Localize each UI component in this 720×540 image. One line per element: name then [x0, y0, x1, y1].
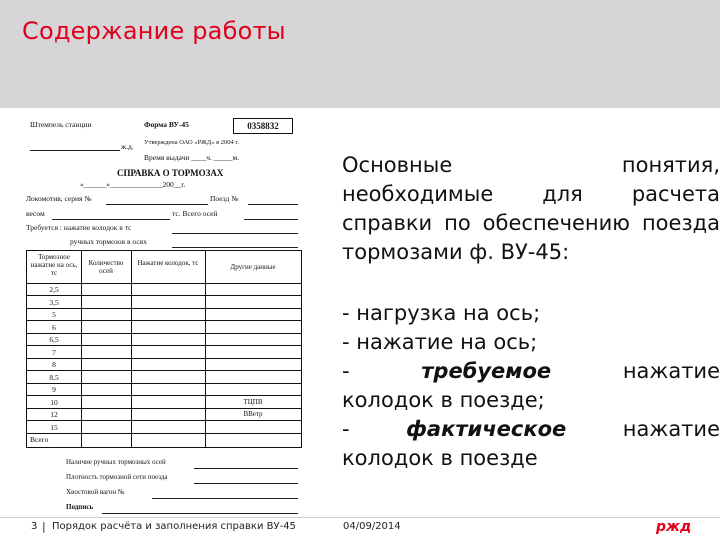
content-text [342, 151, 720, 473]
table-divider [131, 251, 132, 447]
table-header: Тормозное нажатие на ось, тс [30, 253, 78, 277]
table-divider [205, 251, 206, 447]
table-divider [81, 251, 82, 447]
table-rule [27, 408, 301, 409]
form-table [26, 250, 302, 448]
table-rule [27, 433, 301, 434]
form-footer-line: Плотность тормозной сети поезда [66, 473, 168, 481]
table-header: Количество осей [88, 259, 124, 275]
spacer [342, 267, 720, 299]
table-row-label: 7 [52, 348, 56, 357]
form-approved: Утверждена ОАО «РЖД» в 2004 г. [144, 139, 239, 146]
svg-text:ржд: ржд [656, 519, 692, 535]
form-footer-line: Хвостовой вагон № [66, 488, 125, 496]
table-rule [27, 358, 301, 359]
form-stamp: Штемпель станции [30, 120, 92, 129]
form-line [152, 498, 298, 499]
footer-date: 04/09/2014 [343, 521, 401, 532]
slide-title: Содержание работы [22, 17, 286, 45]
form-line [194, 468, 298, 469]
table-rule [27, 295, 301, 296]
form-loco-label: Локомотив, серия № [26, 194, 92, 203]
form-train-label: Поезд № [210, 194, 239, 203]
form-line [172, 233, 298, 234]
table-rule [27, 320, 301, 321]
table-rule [27, 283, 301, 284]
table-rule [27, 308, 301, 309]
table-row-label: 5 [52, 310, 56, 319]
table-rule [27, 345, 301, 346]
table-row-label: 10 [50, 398, 58, 407]
intro-paragraph: необходимые для расчета справки по обеспечению поезда тормозами ф. ВУ-45: [342, 182, 720, 264]
form-line [30, 150, 120, 151]
table-header: Нажатие колодок, тс [137, 259, 199, 267]
form-line [52, 219, 170, 220]
table-rule [27, 395, 301, 396]
form-footer-line: Подпись [66, 503, 94, 511]
table-row-label: 3,5 [49, 298, 59, 307]
form-station-suffix: ж.д. [121, 142, 134, 151]
rzd-logo-icon [654, 516, 694, 536]
list-item-axle-load: - нагрузка на ось; [342, 301, 541, 325]
form-line [172, 247, 298, 248]
table-row-label: Всего [30, 435, 49, 444]
intro-word: понятия, [621, 153, 720, 177]
form-weight-unit: тс. Всего осей [172, 209, 218, 218]
list-item-axle-pressure: - нажатие на ось; [342, 330, 538, 354]
table-row-label: 12 [50, 410, 58, 419]
intro-word: Основные [342, 153, 453, 177]
form-manual: ручных тормозов в осях [70, 237, 147, 246]
list-item-actual-pressure [342, 415, 720, 444]
table-rule [27, 333, 301, 334]
emphasis-required: требуемое [421, 359, 552, 383]
form-line [102, 513, 298, 514]
table-row-label: 9 [52, 385, 56, 394]
emphasis-actual: фактическое [406, 417, 567, 441]
table-row-label: 2,5 [49, 285, 59, 294]
form-date-line: «______»______________200__г. [80, 180, 186, 189]
form-number: 0358832 [233, 118, 293, 134]
form-weight-label: весом [26, 209, 45, 218]
list-word: нажатие [622, 359, 720, 383]
intro-first-line [342, 151, 720, 180]
list-item-continuation: колодок в поезде; [342, 388, 545, 412]
form-title: СПРАВКА О ТОРМОЗАХ [117, 168, 224, 178]
table-row-label: 6 [52, 323, 56, 332]
table-rule [27, 370, 301, 371]
list-item-continuation: колодок в поезде [342, 446, 538, 470]
form-vu45-image [22, 112, 302, 522]
form-required: Требуется : нажатие колодок в тс [26, 223, 132, 232]
table-rule [27, 420, 301, 421]
form-name: Форма ВУ-45 [144, 120, 189, 129]
table-extra: ТЦПВ [243, 398, 263, 406]
page-number: 3 [31, 521, 38, 532]
footer-divider [0, 517, 720, 518]
list-word: нажатие [622, 417, 720, 441]
table-row-label: 8,5 [49, 373, 59, 382]
form-line [194, 483, 298, 484]
list-dash: - [342, 417, 350, 441]
table-row-label: 15 [50, 423, 58, 432]
form-line [244, 219, 298, 220]
form-footer-line: Наличие ручных тормозных осей [66, 458, 166, 466]
form-line [106, 204, 208, 205]
form-issue-time: Время выдачи ____ч. _____м. [144, 153, 240, 162]
table-row-label: 8 [52, 360, 56, 369]
table-extra: ВВетр [243, 410, 263, 418]
table-row-label: 6,5 [49, 335, 59, 344]
form-line [248, 204, 298, 205]
list-dash: - [342, 359, 350, 383]
footer-caption: Порядок расчёта и заполнения справки ВУ-45 [52, 521, 296, 532]
list-item-required-pressure [342, 357, 720, 386]
table-header: Другие данные [230, 263, 276, 271]
table-rule [27, 383, 301, 384]
footer-separator: | [42, 520, 46, 533]
